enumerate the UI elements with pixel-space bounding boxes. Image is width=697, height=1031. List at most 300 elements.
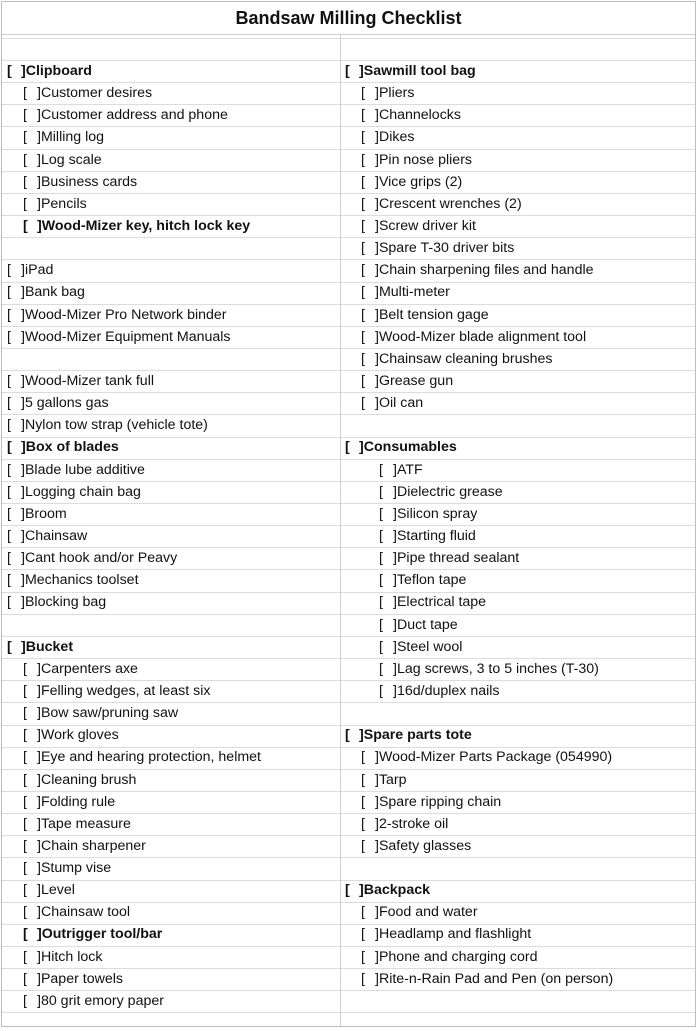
checklist-item-label: Felling wedges, at least six (40, 682, 211, 699)
checkbox-bracket[interactable]: [ (361, 151, 365, 168)
checkbox-bracket[interactable]: [ (23, 948, 27, 965)
checklist-item[interactable] (345, 658, 695, 680)
checkbox-bracket[interactable]: [ (361, 306, 365, 323)
checkbox-bracket-close: ] (37, 926, 42, 943)
checklist-item-label: Wood-Mizer Pro Network binder (24, 306, 227, 323)
checklist-item[interactable] (7, 392, 337, 414)
checkbox-bracket[interactable]: [ (23, 173, 27, 190)
checklist-item[interactable] (7, 901, 337, 923)
checklist-item-label: Wood-Mizer Parts Package (054990) (378, 749, 613, 766)
checklist-item[interactable] (345, 746, 695, 768)
checkbox-bracket[interactable]: [ (23, 217, 28, 234)
checkbox-bracket[interactable]: [ (345, 727, 350, 744)
checkbox-bracket[interactable]: [ (379, 616, 383, 633)
checkbox-bracket-close: ] (375, 372, 379, 389)
checkbox-bracket-close: ] (375, 195, 379, 212)
checklist-item[interactable] (7, 658, 337, 680)
checklist-item-label: Safety glasses (378, 837, 472, 854)
checkbox-bracket[interactable]: [ (23, 705, 27, 722)
checklist-item-label: Folding rule (40, 793, 116, 810)
checkbox-bracket-close: ] (375, 328, 379, 345)
checkbox-bracket[interactable]: [ (361, 129, 365, 146)
checkbox-bracket-close: ] (37, 727, 41, 744)
checklist-item-label: Channelocks (378, 107, 461, 124)
checkbox-bracket[interactable]: [ (379, 572, 383, 589)
checkbox-bracket-close: ] (21, 262, 25, 279)
checkbox-bracket[interactable]: [ (379, 682, 383, 699)
checkbox-bracket[interactable]: [ (23, 992, 27, 1009)
checkbox-bracket[interactable]: [ (7, 417, 11, 434)
checkbox-bracket-close: ] (375, 837, 379, 854)
checklist-item-label: Electrical tape (396, 594, 487, 611)
checklist-item-label: Teflon tape (396, 572, 467, 589)
checklist-item[interactable] (7, 436, 337, 458)
checklist-item-label: Hitch lock (40, 948, 103, 965)
checklist-item[interactable] (345, 946, 695, 968)
checkbox-bracket-close: ] (21, 63, 26, 79)
checkbox-bracket-close: ] (393, 483, 397, 500)
checkbox-bracket[interactable]: [ (7, 483, 11, 500)
checkbox-bracket[interactable]: [ (361, 926, 365, 943)
checklist-item[interactable] (345, 569, 695, 591)
checkbox-bracket[interactable]: [ (23, 904, 27, 921)
blank-row (345, 857, 695, 879)
checklist-item-label: Wood-Mizer tank full (24, 372, 154, 389)
checkbox-bracket-close: ] (375, 217, 379, 234)
checkbox-bracket[interactable]: [ (361, 262, 365, 279)
checklist-item[interactable] (7, 503, 337, 525)
checkbox-bracket[interactable]: [ (361, 815, 365, 832)
checklist-item[interactable] (345, 149, 695, 171)
checklist-item[interactable] (345, 503, 695, 525)
checkbox-bracket-close: ] (375, 85, 379, 102)
checkbox-bracket-close: ] (375, 240, 379, 257)
checkbox-bracket-close: ] (393, 594, 397, 611)
checkbox-bracket-close: ] (393, 660, 397, 677)
checkbox-bracket[interactable]: [ (7, 527, 11, 544)
checkbox-bracket-close: ] (359, 727, 364, 744)
checklist-item[interactable] (7, 835, 337, 857)
checklist-item-label: Box of blades (25, 439, 119, 456)
checklist-item-label: ATF (396, 461, 423, 478)
checkbox-bracket[interactable]: [ (345, 439, 350, 456)
checklist-item[interactable] (345, 60, 695, 82)
checklist-item[interactable] (345, 459, 695, 481)
checkbox-bracket[interactable]: [ (7, 306, 11, 323)
checkbox-bracket[interactable]: [ (361, 107, 365, 124)
row-gridline (2, 1012, 695, 1013)
checklist-item[interactable] (345, 193, 695, 215)
checkbox-bracket-close: ] (37, 660, 41, 677)
checklist-item-label: Screw driver kit (378, 217, 476, 234)
checklist-item-label: Multi-meter (378, 284, 450, 301)
checklist-item[interactable] (7, 304, 337, 326)
checkbox-bracket-close: ] (21, 395, 25, 412)
checklist-item[interactable] (7, 525, 337, 547)
checklist-item[interactable] (7, 459, 337, 481)
checkbox-bracket-close: ] (37, 682, 41, 699)
checklist-item[interactable] (345, 104, 695, 126)
checkbox-bracket[interactable]: [ (361, 284, 365, 301)
checklist-item[interactable] (7, 746, 337, 768)
checkbox-bracket[interactable]: [ (379, 660, 383, 677)
checkbox-bracket[interactable]: [ (23, 860, 27, 877)
checkbox-bracket[interactable]: [ (23, 815, 27, 832)
checklist-sheet (1, 1, 696, 1027)
checkbox-bracket[interactable]: [ (379, 483, 383, 500)
checklist-item[interactable] (7, 259, 337, 281)
checklist-item-label: Logging chain bag (24, 483, 141, 500)
checkbox-bracket[interactable]: [ (345, 882, 350, 899)
checkbox-bracket[interactable]: [ (23, 660, 27, 677)
checkbox-bracket[interactable]: [ (23, 682, 27, 699)
checklist-item[interactable] (7, 636, 337, 658)
checklist-item-label: Silicon spray (396, 505, 478, 522)
checkbox-bracket-close: ] (37, 815, 41, 832)
checklist-item[interactable] (345, 791, 695, 813)
checklist-item[interactable] (7, 769, 337, 791)
checkbox-bracket-close: ] (375, 948, 379, 965)
checkbox-bracket[interactable]: [ (379, 527, 383, 544)
checkbox-bracket[interactable]: [ (379, 594, 383, 611)
checklist-item[interactable] (345, 281, 695, 303)
checklist-item[interactable] (7, 569, 337, 591)
checkbox-bracket[interactable]: [ (7, 395, 11, 412)
checklist-item[interactable] (345, 614, 695, 636)
checkbox-bracket[interactable]: [ (361, 173, 365, 190)
checklist-item[interactable] (7, 702, 337, 724)
checklist-item-label: Duct tape (396, 616, 458, 633)
checklist-item[interactable] (7, 990, 337, 1012)
checklist-item[interactable] (345, 636, 695, 658)
checklist-item-label: Headlamp and flashlight (378, 926, 532, 943)
checkbox-bracket[interactable]: [ (7, 262, 11, 279)
checklist-item-label: Carpenters axe (40, 660, 138, 677)
checkbox-bracket-close: ] (21, 372, 25, 389)
checklist-item[interactable] (345, 769, 695, 791)
checklist-item-label: Wood-Mizer blade alignment tool (378, 328, 587, 345)
checklist-item[interactable] (345, 392, 695, 414)
row-gridline (2, 38, 695, 39)
checkbox-bracket[interactable]: [ (23, 107, 27, 124)
checklist-item-label: Sawmill tool bag (363, 63, 476, 79)
checklist-item-label: 16d/duplex nails (396, 682, 500, 699)
checkbox-bracket-close: ] (375, 970, 379, 987)
checklist-item[interactable] (345, 126, 695, 148)
checkbox-bracket-close: ] (37, 107, 41, 124)
checklist-item-label: Business cards (40, 173, 138, 190)
checkbox-bracket-close: ] (21, 417, 25, 434)
checklist-item-label: 5 gallons gas (24, 395, 109, 412)
checklist-item[interactable] (7, 370, 337, 392)
checkbox-bracket-close: ] (37, 129, 41, 146)
checkbox-bracket[interactable]: [ (361, 749, 365, 766)
checklist-item-label: Customer desires (40, 85, 153, 102)
checklist-item[interactable] (345, 724, 695, 746)
checklist-item[interactable] (345, 171, 695, 193)
checklist-item[interactable] (345, 82, 695, 104)
checklist-item-label: Paper towels (40, 970, 123, 987)
checkbox-bracket[interactable]: [ (361, 240, 365, 257)
checklist-item[interactable] (345, 259, 695, 281)
checkbox-bracket-close: ] (375, 749, 379, 766)
checklist-item-label: Cant hook and/or Peavy (24, 550, 178, 567)
checkbox-bracket[interactable]: [ (23, 195, 27, 212)
checkbox-bracket[interactable]: [ (23, 727, 27, 744)
checkbox-bracket[interactable]: [ (23, 926, 28, 943)
checklist-item-label: iPad (24, 262, 54, 279)
checklist-item[interactable] (7, 879, 337, 901)
checkbox-bracket-close: ] (375, 395, 379, 412)
checkbox-bracket-close: ] (37, 85, 41, 102)
blank-row (7, 348, 337, 370)
checkbox-bracket[interactable]: [ (361, 217, 365, 234)
checklist-item[interactable] (345, 237, 695, 259)
checkbox-bracket[interactable]: [ (7, 63, 12, 79)
checklist-item-label: Nylon tow strap (vehicle tote) (24, 417, 208, 434)
checklist-item[interactable] (7, 60, 337, 82)
checklist-item-label: 80 grit emory paper (40, 992, 164, 1009)
checkbox-bracket-close: ] (37, 970, 41, 987)
checkbox-bracket-close: ] (21, 572, 25, 589)
checkbox-bracket[interactable]: [ (361, 948, 365, 965)
checklist-item-label: Grease gun (378, 372, 454, 389)
checklist-item[interactable] (7, 813, 337, 835)
checkbox-bracket[interactable]: [ (361, 771, 365, 788)
checkbox-bracket-close: ] (375, 306, 379, 323)
checkbox-bracket-close: ] (359, 439, 364, 456)
checklist-item-label: Spare ripping chain (378, 793, 502, 810)
checkbox-bracket[interactable]: [ (23, 793, 27, 810)
checkbox-bracket-close: ] (21, 306, 25, 323)
checklist-item[interactable] (345, 525, 695, 547)
checkbox-bracket-close: ] (393, 682, 397, 699)
checkbox-bracket[interactable]: [ (361, 395, 365, 412)
checkbox-bracket[interactable]: [ (23, 771, 27, 788)
checkbox-bracket[interactable]: [ (361, 372, 365, 389)
checkbox-bracket[interactable]: [ (361, 970, 365, 987)
checkbox-bracket[interactable]: [ (23, 151, 27, 168)
checklist-item-label: Chain sharpening files and handle (378, 262, 594, 279)
checkbox-bracket-close: ] (21, 439, 26, 456)
checkbox-bracket[interactable]: [ (7, 550, 11, 567)
checklist-item-label: Starting fluid (396, 527, 476, 544)
checklist-item[interactable] (7, 791, 337, 813)
checklist-item-label: Milling log (40, 129, 105, 146)
checklist-item[interactable] (7, 193, 337, 215)
checkbox-bracket[interactable]: [ (7, 638, 12, 655)
checklist-item[interactable] (345, 591, 695, 613)
checkbox-bracket-close: ] (37, 860, 41, 877)
checklist-item[interactable] (345, 901, 695, 923)
checklist-item-label: Pencils (40, 195, 87, 212)
checkbox-bracket-close: ] (375, 771, 379, 788)
checkbox-bracket-close: ] (375, 262, 379, 279)
checklist-item[interactable] (345, 879, 695, 901)
checkbox-bracket-close: ] (37, 705, 41, 722)
checklist-item-label: Blade lube additive (24, 461, 145, 478)
checkbox-bracket-close: ] (21, 594, 25, 611)
checkbox-bracket-close: ] (393, 616, 397, 633)
checklist-item[interactable] (345, 968, 695, 990)
checklist-item-label: Chain sharpener (40, 837, 146, 854)
checkbox-bracket-close: ] (37, 882, 41, 899)
checkbox-bracket[interactable]: [ (23, 837, 27, 854)
checkbox-bracket-close: ] (375, 173, 379, 190)
checklist-item-label: Stump vise (40, 860, 112, 877)
checklist-item-label: Belt tension gage (378, 306, 489, 323)
checkbox-bracket[interactable]: [ (23, 882, 27, 899)
checklist-item[interactable] (345, 215, 695, 237)
checklist-item[interactable] (345, 680, 695, 702)
checkbox-bracket[interactable]: [ (379, 638, 383, 655)
checkbox-bracket[interactable]: [ (379, 461, 383, 478)
checklist-item-label: Spare T-30 driver bits (378, 240, 515, 257)
checkbox-bracket[interactable]: [ (23, 85, 27, 102)
checklist-item[interactable] (7, 126, 337, 148)
checklist-item[interactable] (345, 304, 695, 326)
checkbox-bracket-close: ] (393, 527, 397, 544)
checklist-item-label: Log scale (40, 151, 102, 168)
checklist-item[interactable] (345, 835, 695, 857)
checkbox-bracket[interactable]: [ (361, 85, 365, 102)
checkbox-bracket-close: ] (37, 151, 41, 168)
checklist-item-label: Customer address and phone (40, 107, 228, 124)
blank-row (7, 237, 337, 259)
checklist-item-label: Bucket (25, 638, 74, 655)
checklist-item-label: Phone and charging cord (378, 948, 538, 965)
checklist-item[interactable] (7, 680, 337, 702)
checklist-item[interactable] (345, 481, 695, 503)
checklist-item-label: Lag screws, 3 to 5 inches (T-30) (396, 660, 599, 677)
checkbox-bracket-close: ] (393, 638, 397, 655)
checkbox-bracket[interactable]: [ (7, 505, 11, 522)
checklist-item-label: Steel wool (396, 638, 463, 655)
checklist-item-label: Level (40, 882, 75, 899)
checklist-item-label: Cleaning brush (40, 771, 137, 788)
checkbox-bracket[interactable]: [ (7, 594, 11, 611)
checkbox-bracket-close: ] (37, 904, 41, 921)
checkbox-bracket-close: ] (37, 771, 41, 788)
checkbox-bracket[interactable]: [ (7, 572, 11, 589)
checkbox-bracket[interactable]: [ (361, 195, 365, 212)
checkbox-bracket-close: ] (375, 926, 379, 943)
checkbox-bracket-close: ] (375, 793, 379, 810)
checkbox-bracket[interactable]: [ (7, 328, 11, 345)
right-column (345, 60, 695, 990)
checklist-item[interactable] (7, 968, 337, 990)
checklist-item-label: Rite-n-Rain Pad and Pen (on person) (378, 970, 614, 987)
checklist-item[interactable] (7, 724, 337, 746)
checkbox-bracket[interactable]: [ (7, 461, 11, 478)
checklist-item[interactable] (7, 104, 337, 126)
checklist-item[interactable] (345, 547, 695, 569)
checkbox-bracket-close: ] (393, 461, 397, 478)
checklist-item-label: Pliers (378, 85, 415, 102)
checkbox-bracket[interactable]: [ (361, 328, 365, 345)
checklist-item[interactable] (7, 215, 337, 237)
checkbox-bracket[interactable]: [ (23, 749, 27, 766)
checkbox-bracket[interactable]: [ (361, 350, 365, 367)
checkbox-bracket-close: ] (393, 572, 397, 589)
checkbox-bracket-close: ] (21, 527, 25, 544)
checklist-item[interactable] (345, 326, 695, 348)
blank-row (345, 702, 695, 724)
checklist-item[interactable] (345, 348, 695, 370)
checklist-item-label: Tape measure (40, 815, 131, 832)
checkbox-bracket-close: ] (375, 350, 379, 367)
checklist-item-label: Oil can (378, 395, 424, 412)
checklist-item-label: Crescent wrenches (2) (378, 195, 522, 212)
checkbox-bracket[interactable]: [ (361, 793, 365, 810)
checklist-item[interactable] (7, 281, 337, 303)
checkbox-bracket[interactable]: [ (23, 129, 27, 146)
checklist-item[interactable] (7, 857, 337, 879)
checkbox-bracket[interactable]: [ (361, 837, 365, 854)
checklist-item[interactable] (7, 923, 337, 945)
checkbox-bracket-close: ] (37, 837, 41, 854)
checklist-item[interactable] (7, 414, 337, 436)
checkbox-bracket[interactable]: [ (379, 505, 383, 522)
checkbox-bracket-close: ] (359, 882, 364, 899)
checkbox-bracket-close: ] (375, 129, 379, 146)
checklist-item-label: Blocking bag (24, 594, 107, 611)
blank-row (345, 414, 695, 436)
checklist-item-label: Spare parts tote (363, 727, 472, 744)
checklist-item-label: 2-stroke oil (378, 815, 449, 832)
checklist-item[interactable] (7, 171, 337, 193)
page-title: Bandsaw Milling Checklist (2, 2, 695, 35)
checkbox-bracket[interactable]: [ (361, 904, 365, 921)
checkbox-bracket-close: ] (37, 173, 41, 190)
checkbox-bracket[interactable]: [ (379, 550, 383, 567)
checkbox-bracket[interactable]: [ (7, 372, 11, 389)
checklist-item-label: Mechanics toolset (24, 572, 139, 589)
checklist-item-label: Outrigger tool/bar (41, 926, 163, 943)
checklist-item-label: Wood-Mizer key, hitch lock key (41, 217, 251, 234)
checkbox-bracket[interactable]: [ (345, 63, 350, 79)
checkbox-bracket-close: ] (359, 63, 364, 79)
checklist-item-label: Backpack (363, 882, 430, 899)
checklist-item[interactable] (345, 923, 695, 945)
checklist-item-label: Clipboard (25, 63, 92, 79)
checklist-item-label: Bank bag (24, 284, 85, 301)
checkbox-bracket-close: ] (375, 284, 379, 301)
checklist-item-label: Dikes (378, 129, 415, 146)
checklist-item[interactable] (7, 946, 337, 968)
checklist-item[interactable] (345, 370, 695, 392)
checkbox-bracket[interactable]: [ (7, 284, 11, 301)
checklist-item-label: Vice grips (2) (378, 173, 463, 190)
column-divider (340, 34, 341, 1026)
checklist-item-label: Tarp (378, 771, 407, 788)
checklist-item[interactable] (7, 149, 337, 171)
checkbox-bracket-close: ] (393, 505, 397, 522)
checklist-item[interactable] (345, 813, 695, 835)
checklist-item-label: Consumables (363, 439, 457, 456)
checklist-item[interactable] (7, 481, 337, 503)
checklist-item[interactable] (7, 547, 337, 569)
checklist-item[interactable] (7, 591, 337, 613)
checklist-item[interactable] (7, 82, 337, 104)
checklist-item-label: Bow saw/pruning saw (40, 705, 179, 722)
checkbox-bracket-close: ] (21, 328, 25, 345)
checkbox-bracket[interactable]: [ (23, 970, 27, 987)
checkbox-bracket-close: ] (37, 948, 41, 965)
checklist-item[interactable] (345, 436, 695, 458)
checklist-item[interactable] (7, 326, 337, 348)
checkbox-bracket[interactable]: [ (7, 439, 12, 456)
